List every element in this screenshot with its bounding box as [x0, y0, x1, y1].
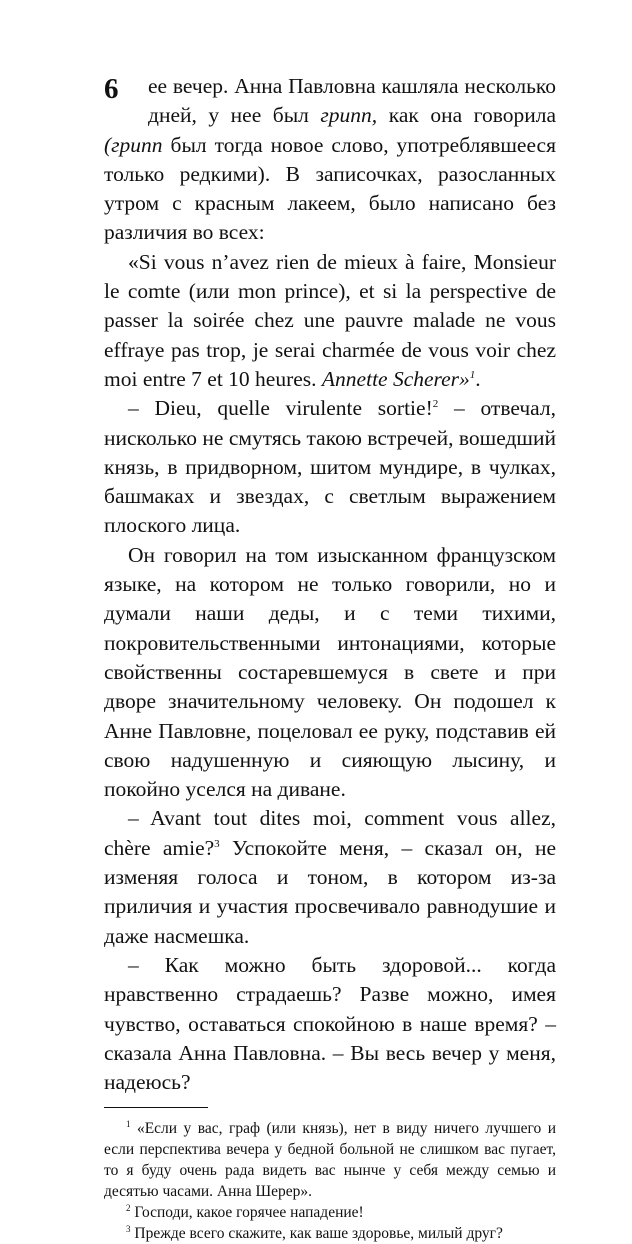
- paragraph: – Avant tout dites moi, comment vous allez, chère amie?$^3$ Успокойте меня, – сказал он, не изменяя голоса и тоном, в котором из-за приличия и участия просвечивало равнодушие и даже насмешка.: [104, 806, 556, 948]
- footnote: $^3$ Прежде всего скажите, как ваше здоровье, милый друг?: [126, 1224, 503, 1243]
- page-content: [104, 72, 556, 1244]
- footnote-ref: 2: [432, 398, 439, 411]
- footnotes: [104, 1118, 556, 1244]
- paragraph: – Dieu, quelle virulente sortie!$^2$ – отвечал, нисколько не смутясь такою встречей, вошедший князь, в придворном, шитом мундире, в чулках, башмаках и звездах, с светлым выражением плоского лица.: [104, 396, 556, 538]
- paragraph: «Si vous n’avez rien de mieux à faire, Monsieur le comte (или mon prince), et si la perspective de passer la soirée chez une pauvre malade ne vous effraye pas trop, je serai charmée de vous voir chez moi entre 7 et 10 heures. Annette Scherer»$^1$.: [104, 249, 556, 391]
- main-text: [104, 72, 556, 1097]
- paragraph: Он говорил на том изысканном французском языке, на котором не только говорили, но и думали наши деды, и с теми тихими, покровительственными интонациями, которые свойственны состаревшемуся в свете и при дворе значительному человеку. Он подошел к Анне Павловне, поцеловал ее руку, подставив ей свою надушенную и сияющую лысину, и покойно уселся на диване.: [104, 542, 556, 802]
- paragraph: ее вечер. Анна Павловна кашляла несколько дней, у нее был грипп, как она говорила (грипп был тогда новое слово, употреблявшееся только редкими). В записочках, разосланных утром с красным лакеем, было написано без различия во всех:: [104, 74, 556, 245]
- footnote-ref: 1: [469, 368, 476, 381]
- footnote-ref: 3: [214, 837, 220, 850]
- footnote-divider: [104, 1107, 208, 1108]
- footnote: $^2$ Господи, какое горячее нападение!: [126, 1203, 364, 1222]
- page-number: 6: [104, 73, 119, 105]
- paragraph: – Как можно быть здоровой... когда нравственно страдаешь? Разве можно, имея чувство, оставаться спокойною в наше время? – сказала Анна Павловна. – Вы весь вечер у меня, надеюсь?: [104, 952, 556, 1095]
- footnote: $^1$ «Если у вас, граф (или князь), нет в виду ничего лучшего и если перспектива вечера у бедной больной не слишком вас пугает, то я буду очень рада видеть вас нынче у себя между семью и десятью часами. Анна Шерер».: [104, 1119, 556, 1201]
- page-number-spacer: [104, 72, 148, 130]
